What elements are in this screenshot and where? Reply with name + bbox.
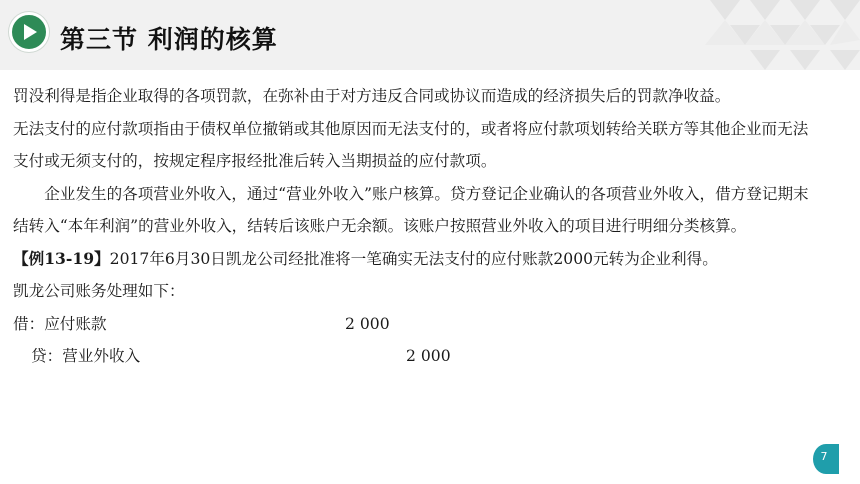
- debit-label: 借：应付账款: [13, 314, 107, 333]
- debit-amount: 2 000: [345, 314, 390, 333]
- page-number: 7: [820, 450, 828, 463]
- content-body: [13, 80, 813, 372]
- example-line: [13, 243, 813, 276]
- paragraph-penalty-gain: 罚没利得是指企业取得的各项罚款，在弥补由于对方违反合同或协议而造成的经济损失后的罚款净收益。: [13, 87, 731, 105]
- example-followup: 凯龙公司账务处理如下：: [13, 282, 185, 300]
- journal-credit-row: [13, 340, 813, 372]
- page-title: 第三节 利润的核算: [60, 25, 278, 54]
- play-icon: [9, 12, 49, 52]
- example-text: 2017年6月30日凯龙公司经批准将一笔确实无法支付的应付账款2000元转为企业利得。: [109, 249, 718, 268]
- paragraph-nonoperating-income-account: 企业发生的各项营业外收入，通过“营业外收入”账户核算。贷方登记企业确认的各项营业外收入，借方登记期末结转入“本年利润”的营业外收入，结转后该账户无余额。该账户按照营业外收入的项目进行明细分类核算。: [13, 184, 809, 235]
- example-tag: 【例13-19】: [13, 248, 110, 268]
- triangle-pattern-decoration: [690, 0, 860, 70]
- credit-label: 贷：营业外收入: [31, 346, 141, 365]
- paragraph-unpayable-payables: 无法支付的应付款项指由于债权单位撤销或其他原因而无法支付的，或者将应付款项划转给关联方等其他企业而无法支付或无须支付的，按规定程序报经批准后转入当期损益的应付款项。: [13, 119, 809, 170]
- journal-debit-row: [13, 308, 813, 340]
- credit-amount: 2 000: [406, 346, 451, 365]
